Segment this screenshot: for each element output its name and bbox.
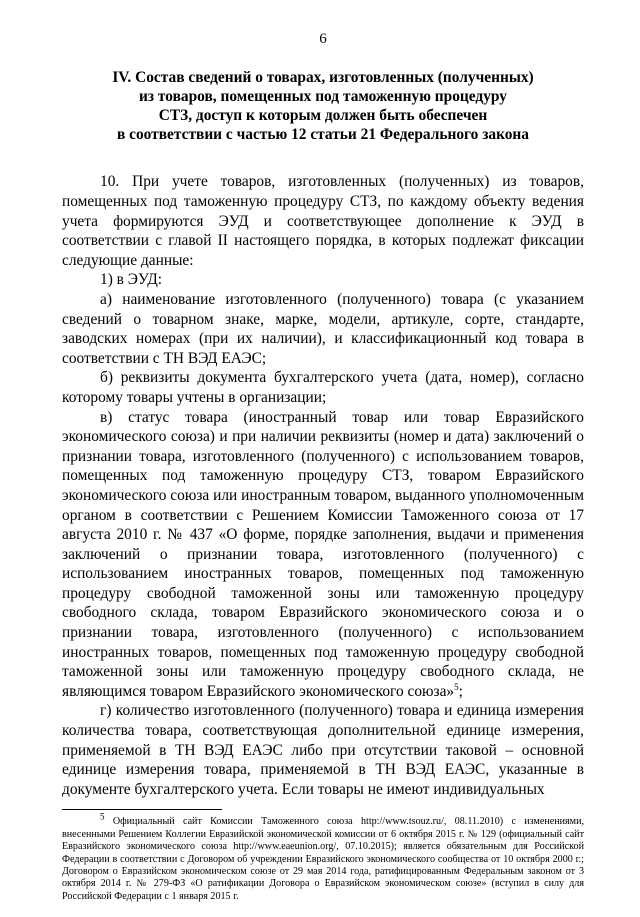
document-body (62, 172, 584, 799)
footnote-text: Официальный сайт Комиссии Таможенного союза http://www.tsouz.ru/, 08.11.2010) с изменениями, внесенными Решением Коллегии Евразийской экономической комиссии от 6 октября 2015 г. № 129 (официальный сайт Евразийского экономического союза http://www.eaeunion.org/, 07.10.2015); является обязательным для Российской Федерации в соответствии с Договором об учреждении Евразийского экономического сообщества от 10 октября 2000 г.; Договором о Евразийском экономическом союзе от 29 мая 2014 года, ратифицированным Федеральным законом от 3 октября 2014 г. № 279-ФЗ «О ратификации Договора о Евразийском экономическом союзе» (вступил в силу для Российской Федерации с 1 января 2015 г. (62, 816, 584, 902)
paragraph (62, 408, 584, 702)
heading-line: из товаров, помещенных под таможенную процедуру (139, 87, 507, 105)
footnote-reference[interactable]: 5 (454, 681, 459, 692)
paragraph: 1) в ЭУД: (100, 271, 163, 289)
paragraph: г) количество изготовленного (полученного) товара и единица измерения количества товара, соответствующая дополнительной единице измерения, применяемой в ТН ВЭД ЕАЭС либо при отсутствии таковой – основной единице измерения товара, применяемой в ТН ВЭД ЕАЭС, указанные в документе бухгалтерского учета. Если товары не имеют индивидуальных (62, 702, 584, 798)
heading-line: в соответствии с частью 12 статьи 21 Федерального закона (116, 126, 529, 144)
section-heading (62, 68, 584, 145)
heading-line: IV. Состав сведений о товарах, изготовленных (полученных) (112, 68, 534, 86)
paragraph-text: в) статус товара (иностранный товар или товар Евразийского экономического союза) и при наличии реквизиты (номер и дата) заключений о признании товара, изготовленного (полученного) с использованием товаров, помещенных под таможенную процедуру СТЗ, товаром Евразийского экономического союза или иностранным товаром, выданного уполномоченным органом в соответствии с Решением Комиссии Таможенного союза от 17 августа 2010 г. № 437 «О форме, порядке заполнения, выдачи и применения заключений о признании товара, изготовленного (полученного) с использованием иностранных товаров, помещенных под таможенную процедуру свободной таможенной зоны или таможенную процедуру свободного склада, товаром Евразийского экономического союза и о признании товара, изготовленного (полученного) с использованием иностранных товаров, помещенных под таможенную процедуру свободной таможенной зоны или таможенную процедуру свободного склада, не являющимся товаром Евразийского экономического союза» (62, 408, 584, 700)
paragraph-tail: ; (458, 682, 463, 700)
paragraph: 10. При учете товаров, изготовленных (полученных) из товаров, помещенных под таможенную процедуру СТЗ, по каждому объекту ведения учета формируются ЭУД и соответствующее дополнение к ЭУД в соответствии с главой II настоящего порядка, в которых подлежат фиксации следующие данные: (62, 173, 584, 269)
paragraph: а) наименование изготовленного (полученного) товара (с указанием сведений о товарном знаке, марке, модели, артикуле, сорте, стандарте, заводских номерах (при их наличии), и классификационный код товара в соответствии с ТН ВЭД ЕАЭС; (62, 290, 584, 367)
paragraph: б) реквизиты документа бухгалтерского учета (дата, номер), согласно которому товары учтены в организации; (62, 369, 584, 406)
page-number: 6 (319, 31, 327, 47)
footnote-divider (62, 809, 222, 810)
heading-line: СТЗ, доступ к которым должен быть обеспечен (158, 107, 488, 124)
footnote (62, 812, 584, 903)
footnote-marker: 5 (100, 812, 105, 823)
